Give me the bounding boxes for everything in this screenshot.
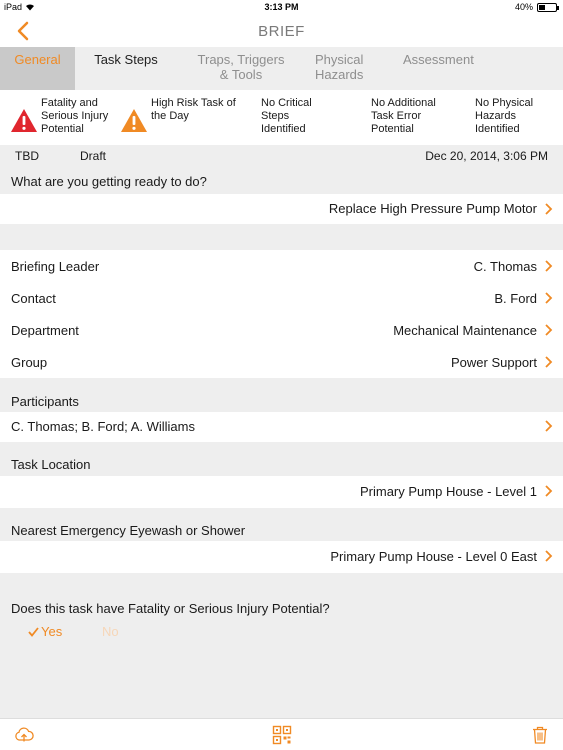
warning-red-icon [10, 97, 38, 145]
fsi-yes-label: Yes [41, 624, 63, 639]
tab-task-steps[interactable]: Task Steps [94, 52, 158, 67]
tab-physical-hazards[interactable]: Physical Hazards [315, 52, 364, 82]
battery-icon [537, 3, 557, 12]
status-bar [0, 0, 563, 15]
question-label: What are you getting ready to do? [11, 174, 207, 189]
bottom-toolbar [0, 718, 563, 750]
status-time: 3:13 PM [264, 2, 299, 12]
fsi-question: Does this task have Fatality or Serious Injury Potential? [11, 601, 330, 616]
warning-orange-icon [120, 97, 148, 145]
briefing-leader-label: Briefing Leader [11, 259, 100, 274]
participants-value: C. Thomas; B. Ford; A. Williams [11, 419, 195, 434]
location-value: Primary Pump House - Level 1 [359, 484, 537, 499]
tab-assessment[interactable]: Assessment [403, 52, 474, 67]
location-label: Task Location [11, 457, 91, 472]
chevron-right-icon [543, 292, 553, 304]
briefing-leader-row[interactable] [0, 250, 563, 282]
brief-id: TBD [15, 149, 39, 163]
info-critical-steps-text: No Critical Steps Identified [261, 97, 312, 135]
group-label: Group [11, 355, 48, 370]
battery-percent: 40% [514, 2, 533, 12]
navigation-bar [0, 15, 563, 47]
group-value: Power Support [451, 355, 537, 370]
risk-summary [0, 90, 563, 145]
eyewash-header [0, 508, 563, 541]
chevron-right-icon [543, 550, 553, 562]
fsi-no-option[interactable]: No [102, 624, 119, 639]
brief-datetime: Dec 20, 2014, 3:06 PM [425, 149, 548, 163]
question-answer: Replace High Pressure Pump Motor [328, 201, 537, 216]
info-physical-hazards-text: No Physical Hazards Identified [475, 97, 534, 135]
info-task-error [358, 90, 466, 145]
department-value: Mechanical Maintenance [393, 323, 537, 338]
group-row[interactable] [0, 346, 563, 378]
department-row[interactable] [0, 314, 563, 346]
info-critical-steps [248, 90, 358, 145]
warning-fsi-text: Fatality and Serious Injury Potential [41, 97, 109, 135]
contact-row[interactable] [0, 282, 563, 314]
brief-status: Draft [80, 149, 107, 163]
question-header [0, 167, 563, 194]
location-header [0, 442, 563, 476]
qr-code-icon[interactable] [272, 725, 292, 745]
participants-row[interactable] [0, 412, 563, 442]
info-task-error-text: No Additional Task Error Potential [371, 97, 436, 135]
participants-header [0, 378, 563, 412]
brief-meta [0, 145, 563, 167]
participants-label: Participants [11, 394, 79, 409]
checkmark-icon [28, 627, 39, 637]
fsi-section [0, 573, 563, 718]
page-title: BRIEF [258, 23, 305, 40]
tab-general[interactable]: General [0, 47, 75, 90]
cloud-upload-icon[interactable] [14, 725, 34, 745]
contact-value: B. Ford [494, 291, 537, 306]
section-spacer [0, 224, 563, 250]
chevron-right-icon [543, 420, 553, 432]
chevron-right-icon [543, 324, 553, 336]
tab-bar [0, 47, 563, 90]
location-row[interactable] [0, 476, 563, 508]
warning-high-risk [110, 90, 248, 145]
eyewash-row[interactable] [0, 541, 563, 573]
department-label: Department [11, 323, 79, 338]
eyewash-label: Nearest Emergency Eyewash or Shower [11, 523, 246, 538]
warning-high-risk-text: High Risk Task of the Day [151, 97, 236, 122]
fsi-yes-option[interactable] [28, 624, 62, 639]
tab-traps-triggers-tools[interactable]: Traps, Triggers & Tools [197, 52, 285, 82]
question-answer-row[interactable] [0, 194, 563, 224]
info-physical-hazards [466, 90, 563, 145]
trash-icon[interactable] [530, 725, 550, 745]
device-name: iPad [4, 2, 23, 12]
chevron-right-icon [543, 485, 553, 497]
chevron-right-icon [543, 203, 553, 215]
chevron-right-icon [543, 356, 553, 368]
chevron-right-icon [543, 260, 553, 272]
eyewash-value: Primary Pump House - Level 0 East [330, 549, 537, 564]
contact-label: Contact [11, 291, 56, 306]
warning-fsi [0, 90, 110, 145]
briefing-leader-value: C. Thomas [473, 259, 537, 274]
